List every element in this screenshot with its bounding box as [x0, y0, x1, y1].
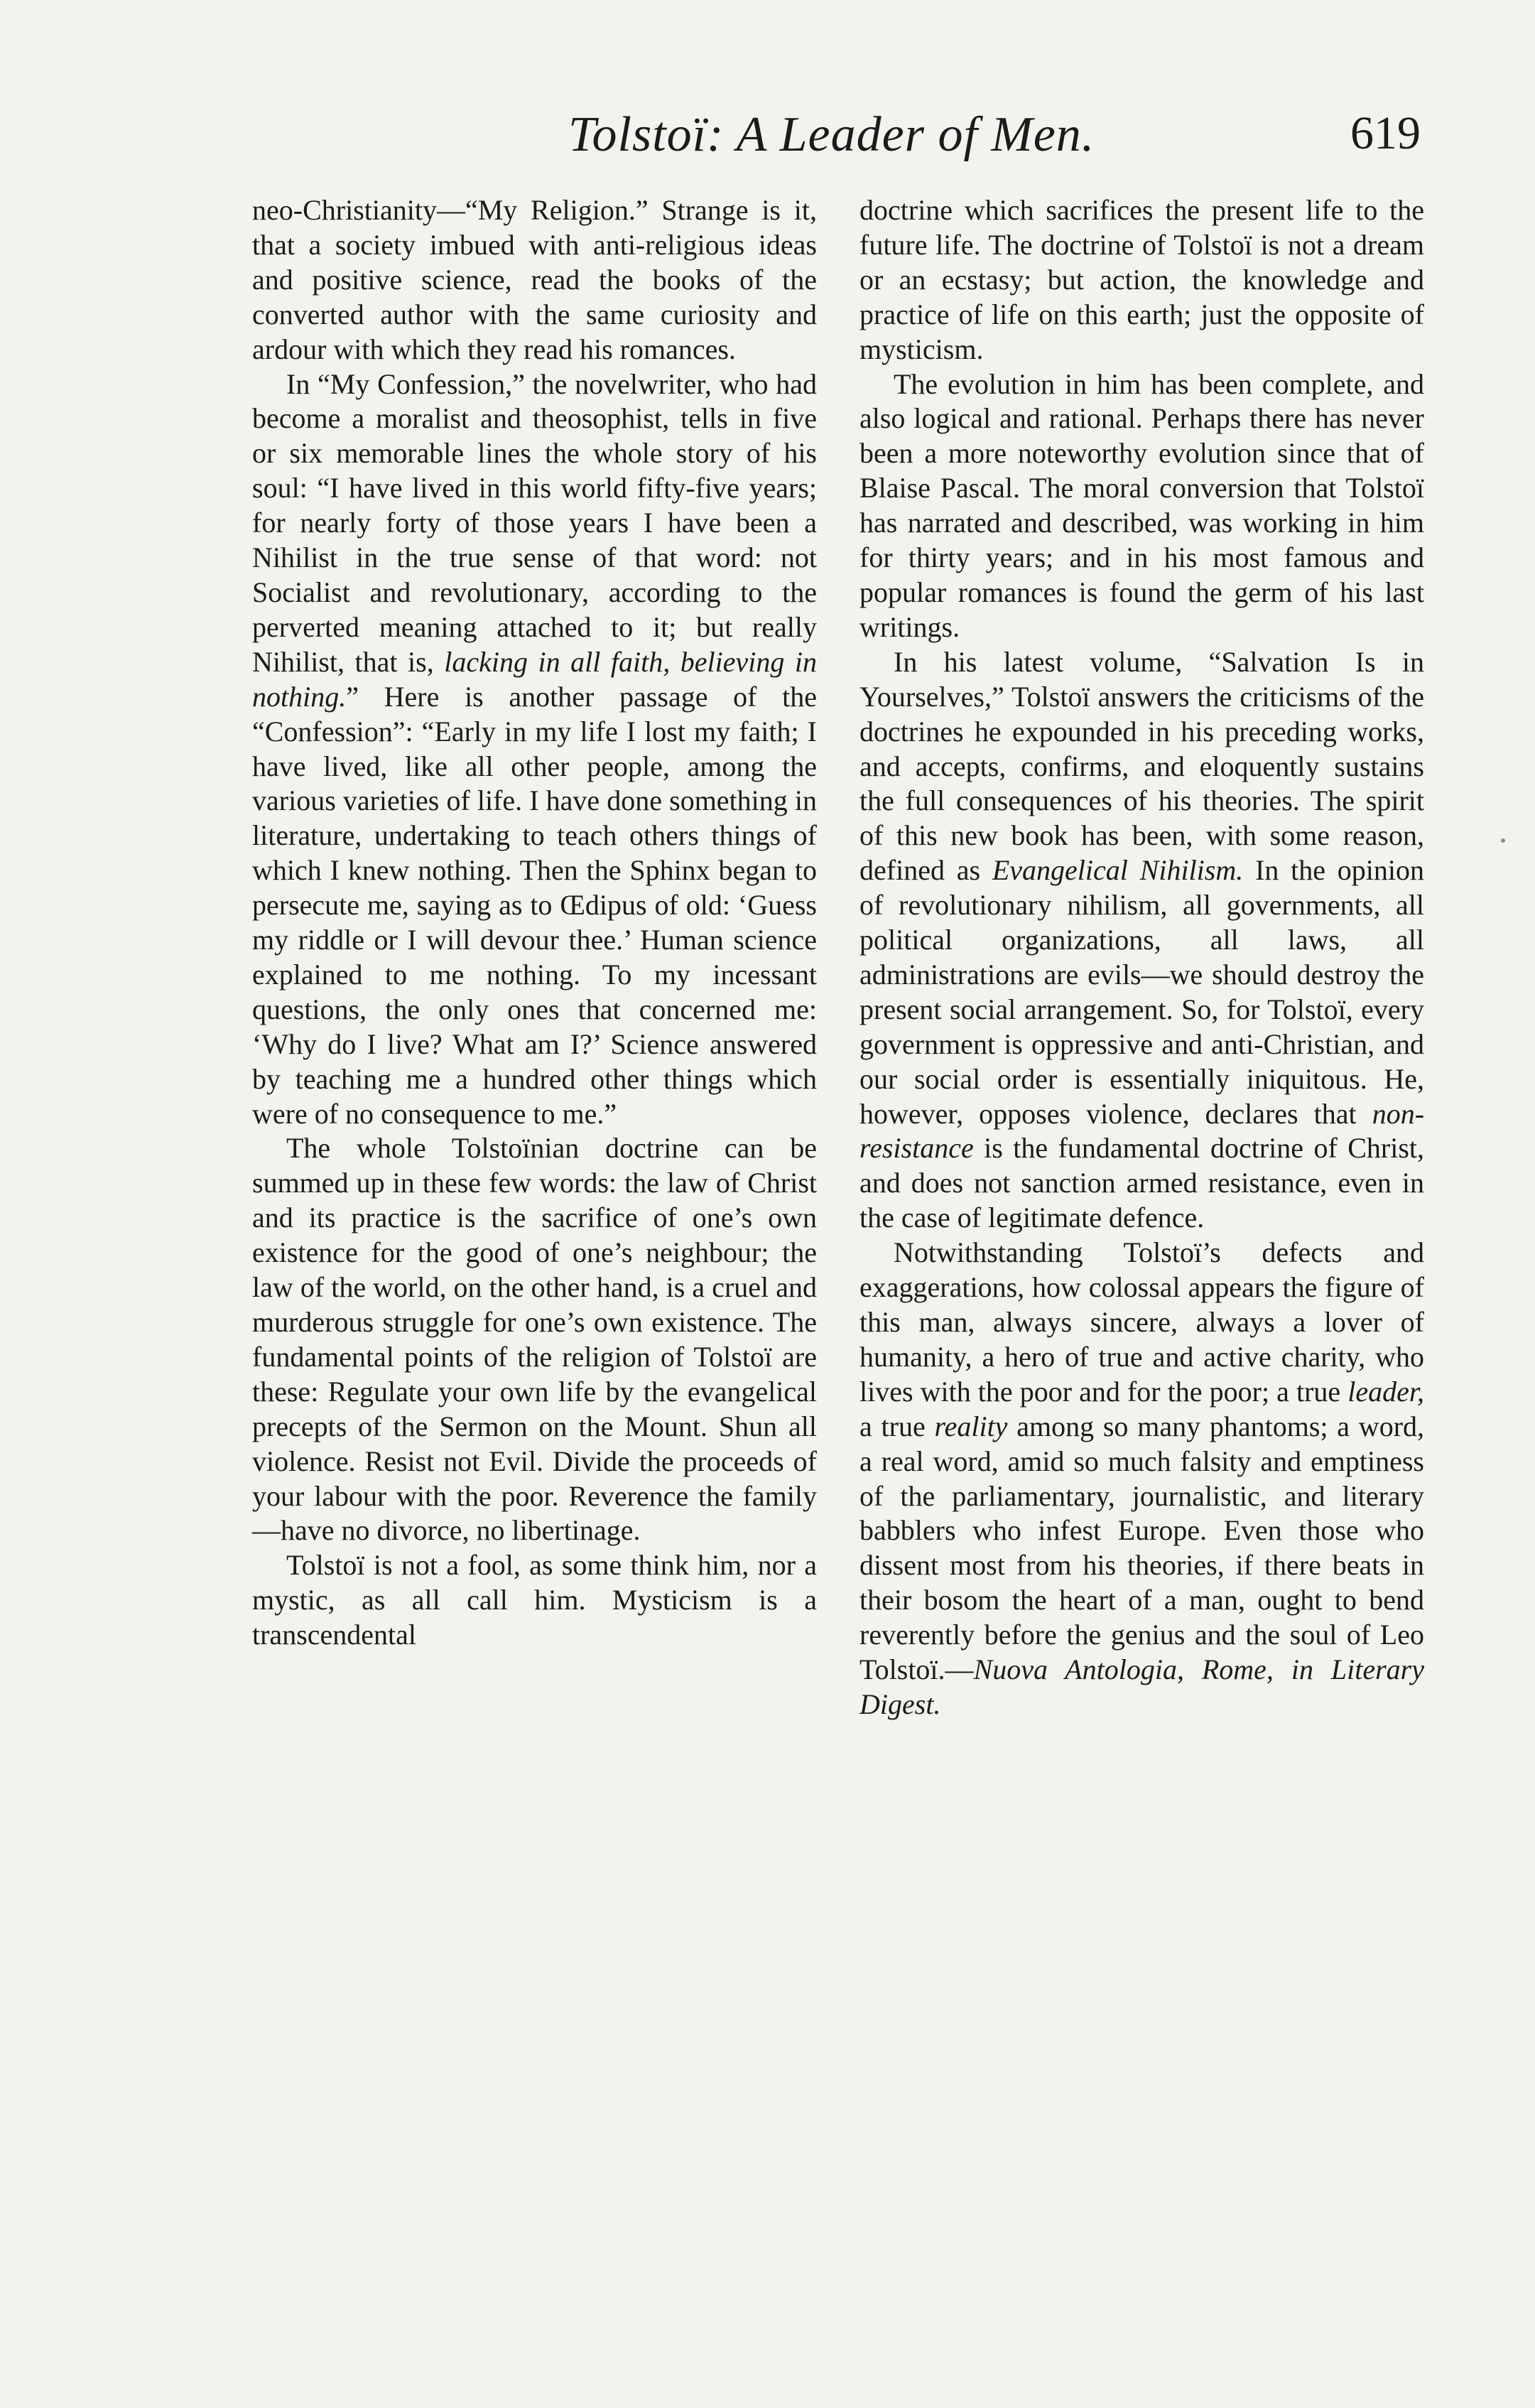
italic-phrase: leader,: [1347, 1375, 1425, 1408]
paragraph: [859, 1236, 1424, 1722]
paragraph-text: In his latest volume, “Salvation Is in Yourselves,” Tolstoï answers the criticisms of the doctrines he expounded in his preceding works, and accepts, confirms, and eloquently sustains the full consequences of his theories. The spirit of this new book has been, with some reason, defined as: [859, 645, 1424, 887]
running-title: Tolstoï: A Leader of Men.: [568, 107, 1095, 162]
paragraph: [859, 645, 1424, 1236]
paragraph: neo-Christianity—“My Religion.” Strange is it, that a society imbued with anti-religious ideas and positive science, read the books of the converted author with the same curiosity and ardour with which they read his romances.: [252, 194, 817, 365]
article-body: [252, 193, 1424, 2204]
page-number: 619: [1350, 107, 1421, 159]
running-head: [568, 107, 1449, 171]
margin-speck: [1501, 838, 1505, 843]
italic-phrase: non-resistance: [859, 1097, 1425, 1165]
paragraph-text: In the opinion of revolutionary nihilism, all governments, all political organizations, all laws, all administrations are evils—we should destroy the present social arrangement. So, for Tolstoï, every government is oppressive and anti-Christian, and our social order is essentially iniquitous. He, however, opposes violence, declares that: [859, 854, 1424, 1130]
paragraph: The whole Tolstoïnian doctrine can be summed up in these few words: the law of Christ and its practice is the sacrifice of one’s own existence for the good of one’s neighbour; the law of the world, on the other hand, is a cruel and murderous struggle for one’s own existence. The fundamental points of the religion of Tolstoï are these: Regulate your own life by the evangelical precepts of the Sermon on the Mount. Shun all violence. Resist not Evil. Divide the proceeds of your labour with the poor. Reverence the family—have no divorce, no libertinage.: [252, 1132, 817, 1547]
paragraph-text: ” Here is another passage of the “Confession”: “Early in my life I lost my faith; I have lived, like all other people, among the various varieties of life. I have done something in literature, undertaking to teach others things of which I knew nothing. Then the Sphinx began to persecute me, saying as to Œdipus of old: ‘Guess my riddle or I will devour thee.’ Human science explained to me nothing. To my incessant questions, the only ones that concerned me: ‘Why do I live? What am I?’ Science answered by teaching me a hundred other things which were of no consequence to me.”: [252, 680, 817, 1130]
paragraph: doctrine which sacrifices the present life to the future life. The doctrine of Tolstoï is not a dream or an ecstasy; but action, the knowledge and practice of life on this earth; just the opposite of mysticism.: [859, 194, 1424, 365]
paragraph-text: Notwithstanding Tolstoï’s defects and exaggerations, how colossal appears the figure of this man, always sincere, always a lover of humanity, a hero of true and active charity, who lives with the poor and for the poor; a true: [859, 1236, 1424, 1408]
paragraph-text: among so many phantoms; a word, a real word, amid so much falsity and emptiness of the parliamentary, journalistic, and literary babblers who infest Europe. Even those who dissent most from his theories, if there beats in their bosom the heart of a man, ought to bend reverently before the genius and the soul of Leo Tolstoï.—: [859, 1410, 1425, 1686]
source-citation: Nuova Antologia, Rome, in Literary Digest.: [859, 1653, 1424, 1720]
paragraph-text: In “My Confession,” the novelwriter, who had become a moralist and theosophist, tells in five or six memorable lines the whole story of his soul: “I have lived in this world fifty-five years; for nearly forty of those years I have been a Nihilist in the true sense of that word: not Socialist and revolutionary, according to the perverted meaning attached to it; but really Nihilist, that is,: [252, 367, 817, 678]
paragraph: Tolstoï is not a fool, as some think him, nor a mystic, as all call him. Mysticism is a transcendental: [252, 1549, 817, 1651]
left-column: [252, 193, 817, 1653]
italic-phrase: lacking in all faith, believing in nothing.: [252, 645, 818, 713]
paragraph-text: is the fundamental doctrine of Christ, and does not sanction armed resistance, even in the case of legitimate defence.: [859, 1132, 1425, 1234]
italic-phrase: reality: [934, 1410, 1008, 1442]
right-column: [859, 193, 1424, 1722]
paragraph: The evolution in him has been complete, and also logical and rational. Perhaps there has never been a more noteworthy evolution since that of Blaise Pascal. The moral conversion that Tolstoï has narrated and described, was working in him for thirty years; and in his most famous and popular romances is found the germ of his last writings.: [859, 367, 1424, 643]
paragraph-text: a true: [859, 1410, 926, 1442]
italic-phrase: Evangelical Nihilism.: [992, 854, 1244, 887]
paragraph: [252, 367, 817, 1132]
